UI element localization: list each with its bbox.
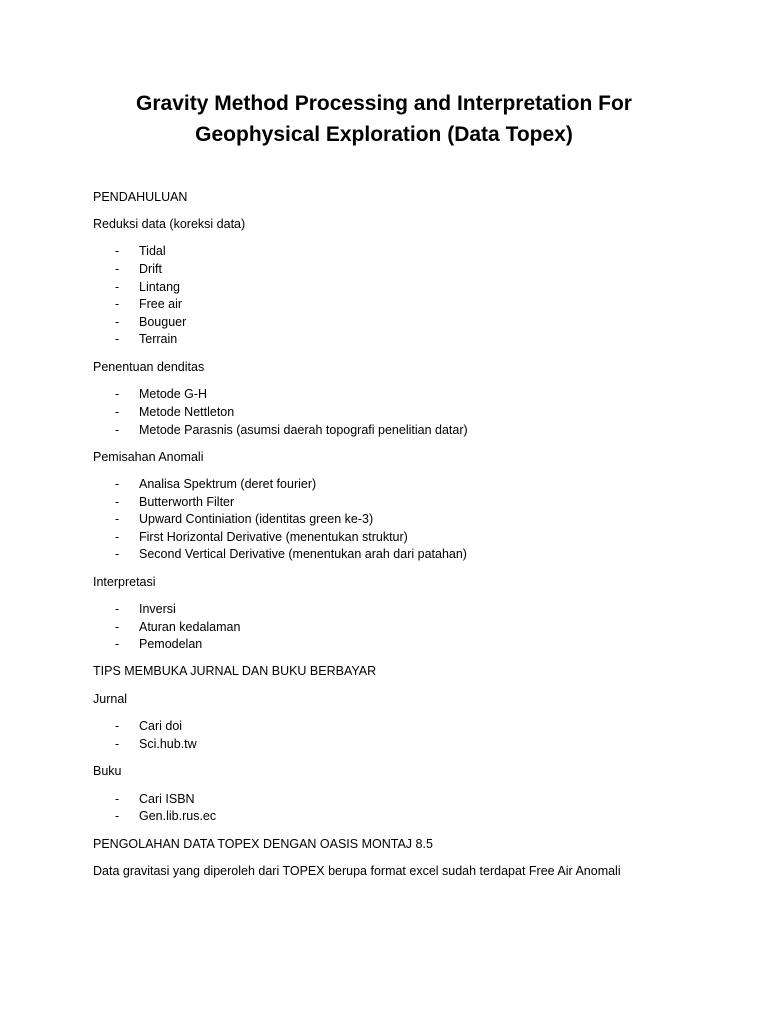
list-item: - Cari ISBN <box>115 792 195 806</box>
bullet-dash: - <box>115 512 120 526</box>
bullet-dash: - <box>115 387 120 401</box>
bullet-dash: - <box>115 737 120 751</box>
body-paragraph: Data gravitasi yang diperoleh dari TOPEX berupa format excel sudah terdapat Free Air Anomali <box>93 864 621 878</box>
list-item: - Analisa Spektrum (deret fourier) <box>115 477 317 491</box>
list-item: - Gen.lib.rus.ec <box>115 809 217 823</box>
list-item: - First Horizontal Derivative (menentukan struktur) <box>115 530 408 544</box>
bullet-dash: - <box>115 332 120 346</box>
list-item: - Lintang <box>115 280 181 294</box>
bullet-dash: - <box>115 792 120 806</box>
reduksi-heading: Reduksi data (koreksi data) <box>93 217 246 231</box>
bullet-dash: - <box>115 477 120 491</box>
list-item: - Aturan kedalaman <box>115 620 241 634</box>
bullet-dash: - <box>115 423 120 437</box>
section-intro-heading: PENDAHULUAN <box>93 190 188 204</box>
densitas-heading: Penentuan denditas <box>93 360 205 374</box>
bullet-dash: - <box>115 620 120 634</box>
bullet-dash: - <box>115 280 120 294</box>
list-item: - Metode Parasnis (asumsi daerah topografi penelitian datar) <box>115 423 468 437</box>
bullet-dash: - <box>115 405 120 419</box>
list-item: - Metode Nettleton <box>115 405 235 419</box>
document-title <box>60 88 708 150</box>
buku-heading: Buku <box>93 764 122 778</box>
list-item: - Terrain <box>115 332 178 346</box>
interpretasi-heading: Interpretasi <box>93 575 156 589</box>
bullet-dash: - <box>115 495 120 509</box>
list-item: - Pemodelan <box>115 637 203 651</box>
pengolahan-heading: PENGOLAHAN DATA TOPEX DENGAN OASIS MONTAJ 8.5 <box>93 837 433 851</box>
bullet-dash: - <box>115 602 120 616</box>
list-item: - Drift <box>115 262 162 276</box>
bullet-dash: - <box>115 809 120 823</box>
tips-heading: TIPS MEMBUKA JURNAL DAN BUKU BERBAYAR <box>93 664 377 678</box>
list-item: - Inversi <box>115 602 176 616</box>
bullet-dash: - <box>115 637 120 651</box>
bullet-dash: - <box>115 297 120 311</box>
list-item: - Butterworth Filter <box>115 495 235 509</box>
bullet-dash: - <box>115 262 120 276</box>
list-item: - Tidal <box>115 244 166 258</box>
anomali-heading: Pemisahan Anomali <box>93 450 204 464</box>
bullet-dash: - <box>115 530 120 544</box>
list-item: - Free air <box>115 297 183 311</box>
bullet-dash: - <box>115 315 120 329</box>
jurnal-heading: Jurnal <box>93 692 128 706</box>
list-item: - Upward Continiation (identitas green ke-3) <box>115 512 374 526</box>
title-line-2: Geophysical Exploration (Data Topex) <box>195 123 573 146</box>
title-line-1: Gravity Method Processing and Interpretation For <box>136 92 632 115</box>
list-item: - Metode G-H <box>115 387 208 401</box>
list-item: - Cari doi <box>115 719 183 733</box>
bullet-dash: - <box>115 719 120 733</box>
bullet-dash: - <box>115 547 120 561</box>
bullet-dash: - <box>115 244 120 258</box>
list-item: - Sci.hub.tw <box>115 737 197 751</box>
list-item: - Second Vertical Derivative (menentukan arah dari patahan) <box>115 547 467 561</box>
list-item: - Bouguer <box>115 315 187 329</box>
